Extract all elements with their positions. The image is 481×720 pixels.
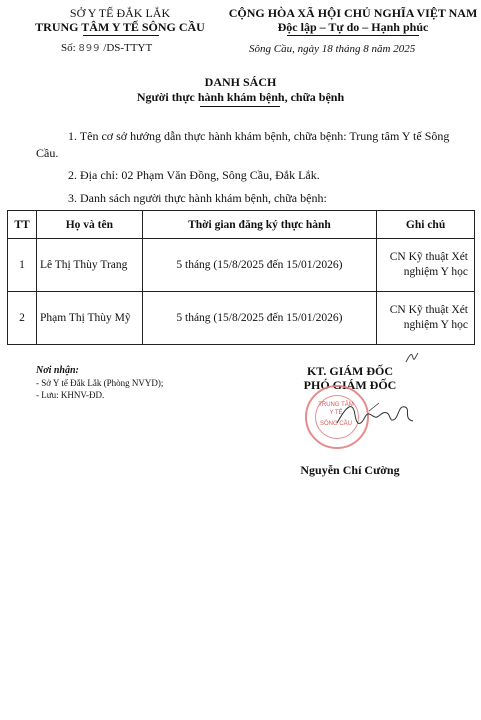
signer-name: Nguyễn Chí Cường: [300, 463, 400, 477]
header-note: Ghi chú: [377, 211, 475, 239]
recipient-2: - Lưu: KHNV-ĐD.: [36, 390, 105, 400]
item-2: 2. Địa chỉ: 02 Phạm Văn Đồng, Sông Cầu, Đắk Lắk.: [68, 168, 320, 182]
row-period: 5 tháng (15/8/2025 đến 15/01/2026): [142, 239, 376, 292]
header-tt: TT: [8, 211, 37, 239]
stamp-text-mid: Y TẾ: [329, 410, 343, 416]
row-index: 1: [8, 239, 37, 292]
signature-line-2: PHÓ GIÁM ĐỐC: [303, 378, 397, 392]
recipients-label: Nơi nhận:: [36, 365, 79, 376]
center-name: TRUNG TÂM Y TẾ SÔNG CẦU: [35, 20, 205, 34]
number-handwritten: 899: [78, 43, 101, 54]
motto: Độc lập – Tự do – Hạnh phúc: [277, 20, 429, 34]
place-date: Sông Cầu, ngày 18 tháng 8 năm 2025: [249, 43, 416, 55]
center-underline: [83, 35, 159, 36]
row-name: Phạm Thị Thùy Mỹ: [36, 292, 142, 345]
subtitle-underline: [200, 106, 280, 107]
header-period: Thời gian đăng ký thực hành: [142, 211, 376, 239]
stamp-text-top: TRUNG TÂM: [318, 402, 354, 408]
recipient-1: - Sở Y tế Đắk Lắk (Phòng NVYD);: [36, 378, 164, 388]
motto-underline: [287, 35, 419, 36]
table-row: [8, 292, 475, 345]
trainee-table: [7, 210, 475, 345]
country-title: CỘNG HÒA XÃ HỘI CHỦ NGHĨA VIỆT NAM: [228, 6, 478, 20]
item-3: 3. Danh sách người thực hành khám bệnh, chữa bệnh:: [68, 191, 327, 205]
row-name: Lê Thị Thùy Trang: [36, 239, 142, 292]
table-header-row: [8, 211, 475, 239]
item-1: 1. Tên cơ sở hướng dẫn thực hành khám bệnh, chữa bệnh: Trung tâm Y tế Sông Cầu.: [36, 129, 450, 160]
initial-mark: [404, 350, 420, 366]
number-suffix: /DS-TTYT: [103, 42, 153, 54]
stamp-text-bottom: SÔNG CẦU: [319, 421, 352, 427]
row-note: CN Kỹ thuật Xét nghiệm Y học: [377, 239, 475, 292]
table-row: [8, 239, 475, 292]
document-number: [61, 42, 152, 54]
signature-line-1: KT. GIÁM ĐỐC: [306, 364, 394, 378]
agency-name: SỞ Y TẾ ĐẮK LẮK: [69, 6, 171, 20]
number-prefix: Số:: [61, 42, 76, 54]
row-note: CN Kỹ thuật Xét nghiệm Y học: [377, 292, 475, 345]
header-name: Họ và tên: [36, 211, 142, 239]
handwritten-signature: [333, 397, 418, 431]
document-subtitle: Người thực hành khám bệnh, chữa bệnh: [136, 90, 345, 104]
row-index: 2: [8, 292, 37, 345]
document-title: DANH SÁCH: [204, 75, 277, 89]
row-period: 5 tháng (15/8/2025 đến 15/01/2026): [142, 292, 376, 345]
